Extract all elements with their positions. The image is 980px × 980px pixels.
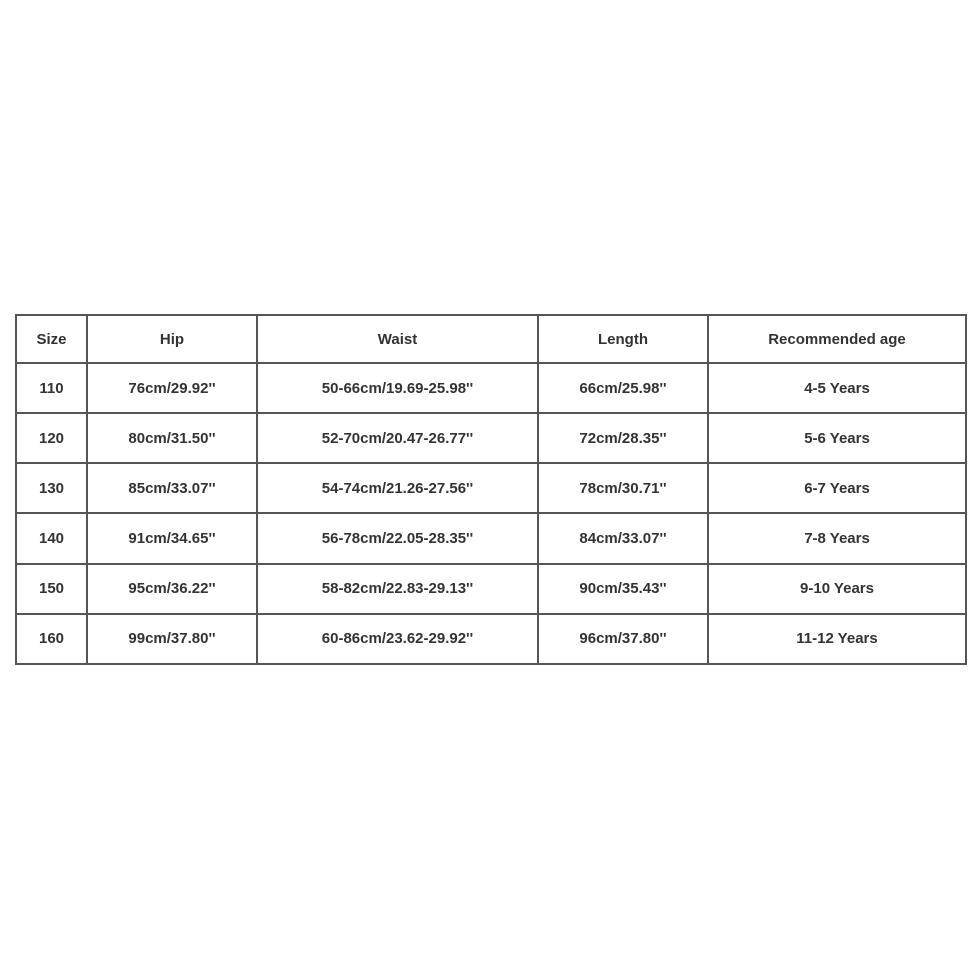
cell-length: 84cm/33.07'': [538, 513, 708, 563]
cell-hip: 95cm/36.22'': [87, 564, 257, 614]
header-hip: Hip: [87, 315, 257, 363]
cell-size: 120: [16, 413, 87, 463]
header-size: Size: [16, 315, 87, 363]
cell-recommended-age: 11-12 Years: [708, 614, 966, 664]
cell-length: 96cm/37.80'': [538, 614, 708, 664]
header-waist: Waist: [257, 315, 538, 363]
cell-recommended-age: 7-8 Years: [708, 513, 966, 563]
cell-size: 150: [16, 564, 87, 614]
cell-size: 140: [16, 513, 87, 563]
table-row: [16, 614, 966, 664]
cell-hip: 99cm/37.80'': [87, 614, 257, 664]
cell-length: 66cm/25.98'': [538, 363, 708, 413]
table-row: [16, 413, 966, 463]
cell-waist: 60-86cm/23.62-29.92'': [257, 614, 538, 664]
table-row: [16, 463, 966, 513]
cell-waist: 54-74cm/21.26-27.56'': [257, 463, 538, 513]
cell-hip: 91cm/34.65'': [87, 513, 257, 563]
cell-waist: 50-66cm/19.69-25.98'': [257, 363, 538, 413]
table-header-row: [16, 315, 966, 363]
cell-recommended-age: 6-7 Years: [708, 463, 966, 513]
table-row: [16, 564, 966, 614]
cell-length: 78cm/30.71'': [538, 463, 708, 513]
cell-size: 130: [16, 463, 87, 513]
table-row: [16, 363, 966, 413]
header-length: Length: [538, 315, 708, 363]
cell-size: 160: [16, 614, 87, 664]
cell-length: 90cm/35.43'': [538, 564, 708, 614]
header-recommended-age: Recommended age: [708, 315, 966, 363]
cell-length: 72cm/28.35'': [538, 413, 708, 463]
cell-size: 110: [16, 363, 87, 413]
table-row: [16, 513, 966, 563]
cell-waist: 58-82cm/22.83-29.13'': [257, 564, 538, 614]
cell-recommended-age: 4-5 Years: [708, 363, 966, 413]
cell-recommended-age: 5-6 Years: [708, 413, 966, 463]
cell-hip: 85cm/33.07'': [87, 463, 257, 513]
cell-hip: 80cm/31.50'': [87, 413, 257, 463]
size-chart-table: [15, 314, 967, 665]
cell-waist: 52-70cm/20.47-26.77'': [257, 413, 538, 463]
cell-waist: 56-78cm/22.05-28.35'': [257, 513, 538, 563]
cell-hip: 76cm/29.92'': [87, 363, 257, 413]
cell-recommended-age: 9-10 Years: [708, 564, 966, 614]
